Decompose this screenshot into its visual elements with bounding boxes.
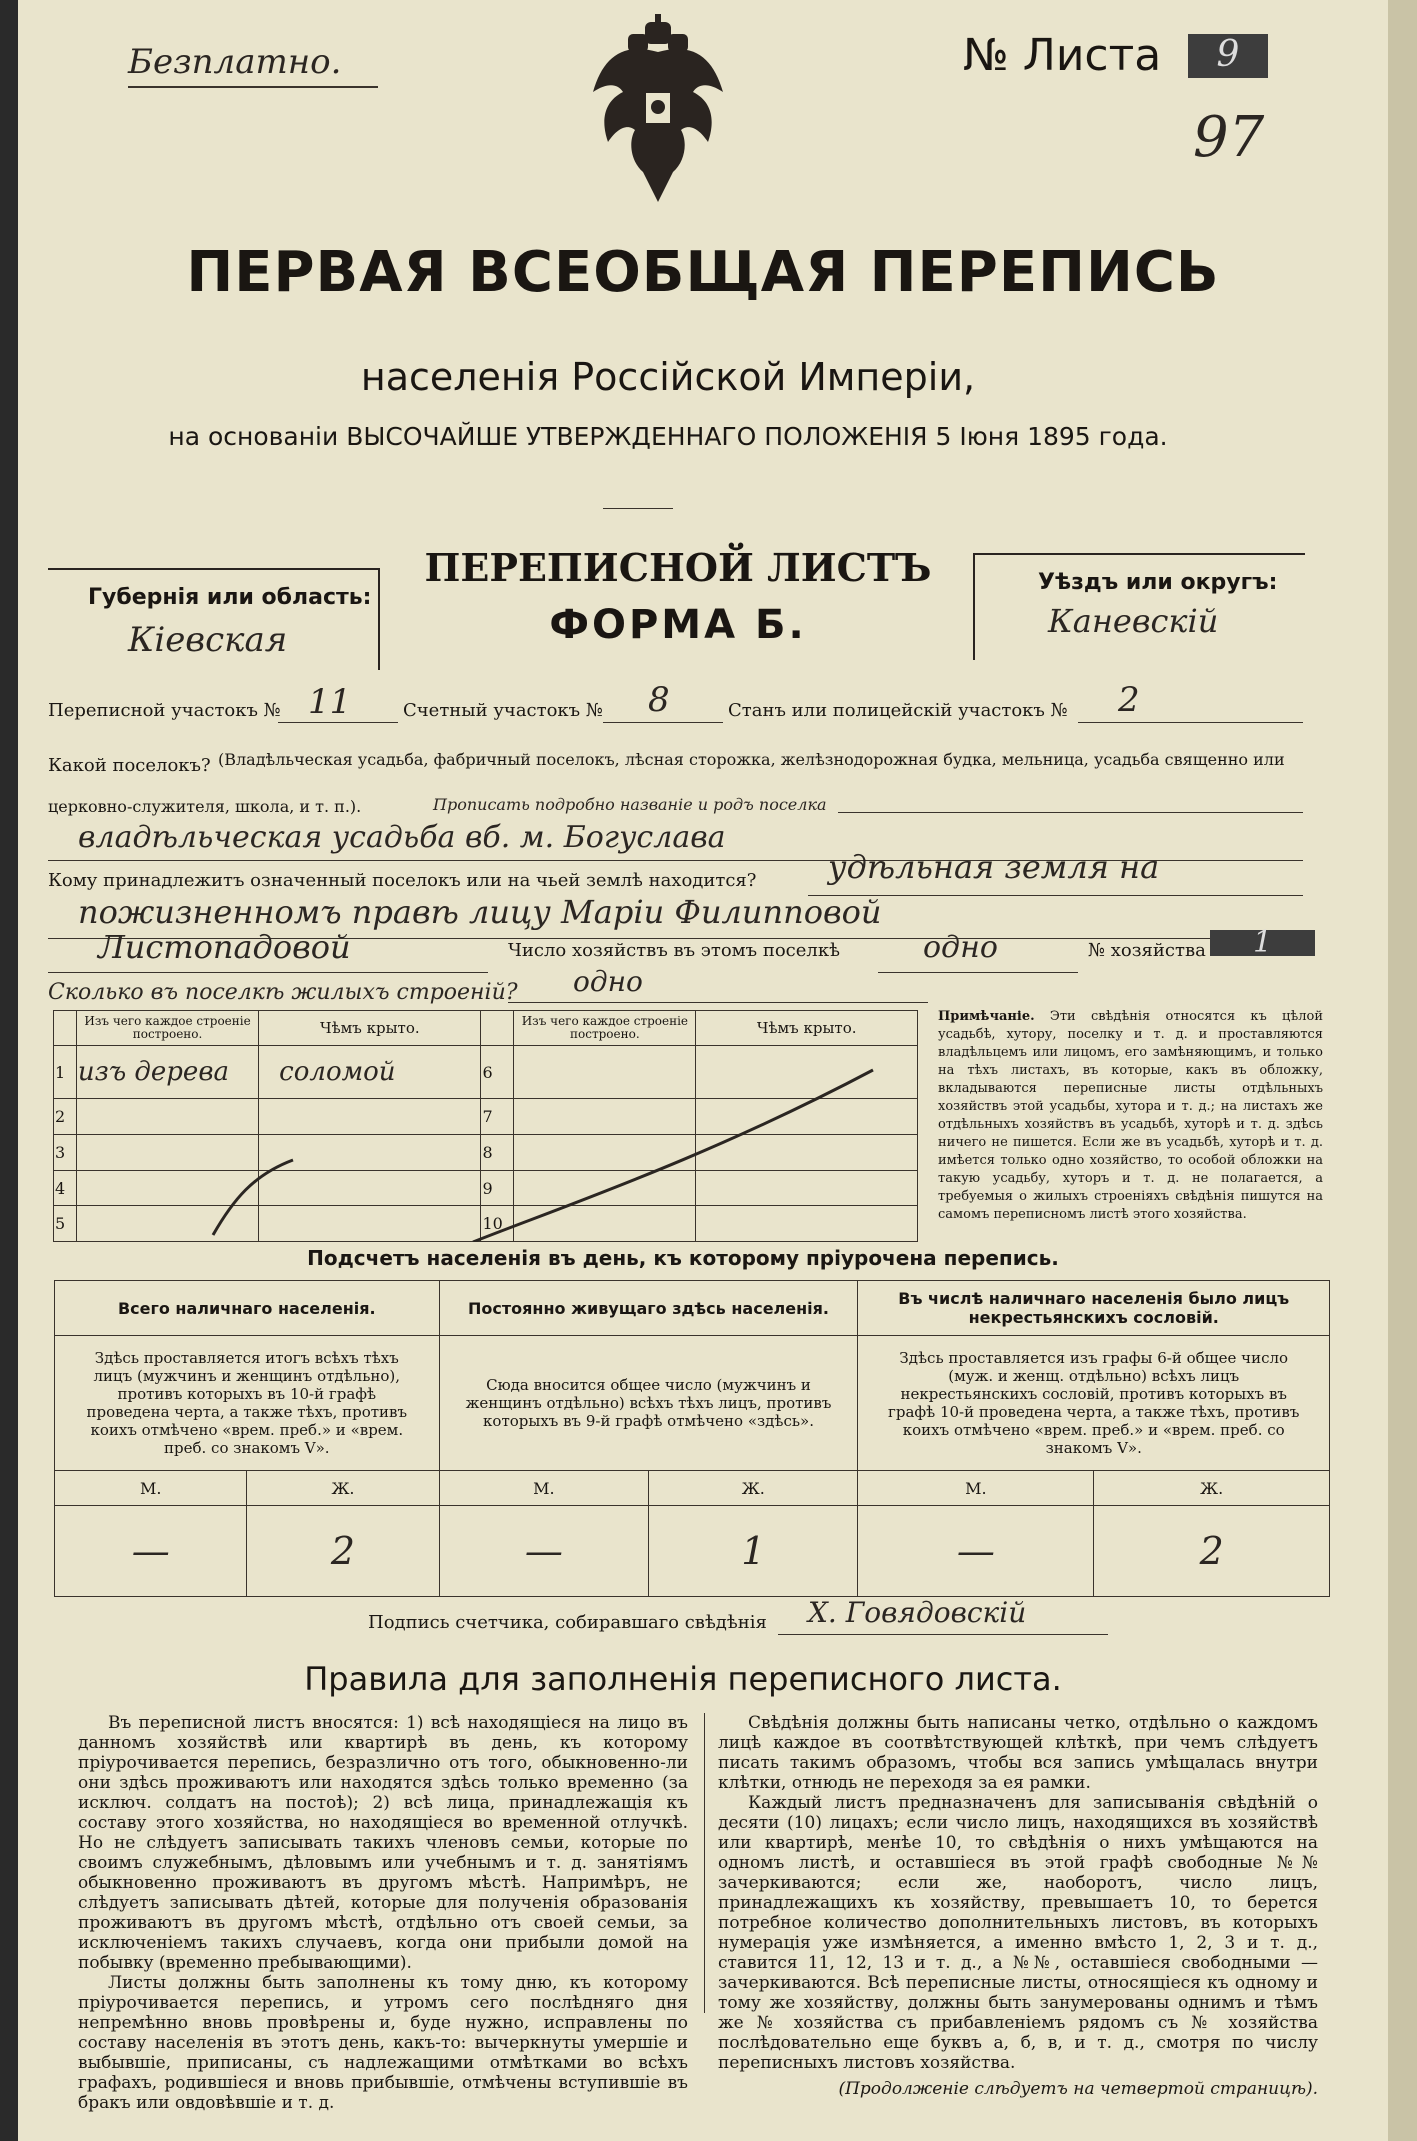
resident-male: — [439,1506,649,1597]
m-label: М. [55,1471,247,1506]
district-label: Уѣздъ или округъ: [1038,570,1278,595]
rules-right-p2: Каждый листъ предназначенъ для записыванія свѣдѣній о десяти (10) лицахъ; если число лицъ, находящихся въ хозяйствѣ или квартирѣ, менѣе 10, то свѣдѣнія о нихъ умѣщаются на одномъ листѣ, и оставшіеся въ этой графѣ свободные №№ зачеркиваются; если же, наоборотъ, число лицъ, принадлежащихъ къ хозяйству, превышаетъ 10, то берется потребное количество дополнительныхъ листовъ, въ которыхъ нумерація уже измѣняется, а именно вмѣсто 1, 2, 3 и т. д., ставится 11, 12, 13 и т. д., а №№, оставшіеся свободными — зачеркиваются. Всѣ переписные листы, относящіеся къ одному и тому же хозяйству, должны быть занумерованы однимъ и тѣмъ же № хозяйства съ прибавленіемъ рядомъ съ № хозяйства послѣдовательно еще буквъ а, б, в, и т. д., смотря по числу переписныхъ листовъ хозяйства. [718,1793,1318,2073]
f-label: Ж. [1094,1471,1330,1506]
rules-right-column [718,1713,1318,2099]
f-label: Ж. [247,1471,439,1506]
m-label: М. [858,1471,1094,1506]
sheet-number-value: 9 [1188,34,1268,78]
households-value: одно [923,930,998,965]
owner-underline-3 [48,972,488,973]
police-area-underline [1078,722,1303,723]
buildings-value: одно [573,965,643,998]
owner-value-3: Листопадовой [98,928,351,966]
imperial-eagle-icon [583,12,733,212]
note-block [938,1008,1323,1224]
row-number: 5 [54,1206,77,1242]
settlement-instruction: Прописать подробно названіе и родъ поселка [433,795,827,814]
rules-continued: (Продолженіе слѣдуетъ на четвертой страницѣ). [838,2079,1318,2099]
rules-left-p2: Листы должны быть заполнены къ тому дню, къ которому пріурочивается перепись, и утромъ сего послѣдняго дня непремѣнно вновь провѣрены и, буде нужно, исправлены по составу населенія въ этотъ день, какъ-то: вычеркнуты умершіе и выбывшіе, приписаны, съ надлежащими отмѣтками во всѣхъ графахъ, родившіеся и вновь прибывшіе, отмѣчены вступившіе въ бракъ или овдовѣвшіе и т. д. [78,1973,688,2113]
household-number-label: № хозяйства [1088,940,1206,961]
nonpeasant-male: — [858,1506,1094,1597]
population-table [54,1280,1330,1597]
police-area-label: Станъ или полицейскій участокъ № [728,700,1068,721]
rules-divider [704,1713,705,2013]
col3-title: Въ числѣ наличнаго населенія было лицъ некрестьянскихъ сословій. [858,1281,1330,1336]
note-title: Примѣчаніе. [938,1009,1035,1024]
rules-title: Правила для заполненія переписного листа. [304,1660,1062,1698]
rules-left-p1: Въ переписной листъ вносятся: 1) всѣ находящіеся на лицо въ данномъ хозяйствѣ или квартирѣ въ день, къ которому пріурочивается перепись, безразлично отъ того, обыкновенно-ли они здѣсь проживаютъ или находятся здѣсь только временно (за исключ. солдатъ на постоѣ); 2) всѣ лица, принадлежащія къ составу этого хозяйства, но находящіеся во временной отлучкѣ. Но не слѣдуетъ записывать такихъ членовъ семьи, которые по своимъ служебнымъ, дѣловымъ или учебнымъ и т. д. занятіямъ обыкновенно проживаютъ въ другомъ мѣстѣ. Напримѣръ, не слѣдуетъ записывать дѣтей, которые для полученія образованія проживаютъ въ другомъ мѣстѣ, отдѣльно отъ своей семьи, за исключеніемъ такихъ случаевъ, когда они прибыли домой на побывку (временно пребывающими). [78,1713,688,1973]
col-roof-header: Чѣмъ крыто. [259,1011,481,1046]
settlement-hint-2: церковно-служителя, школа, и т. п.). [48,797,362,816]
census-sheet [18,0,1388,2141]
row-number: 3 [54,1135,77,1171]
sheet-number-extra: 97 [1193,105,1265,170]
row-number: 8 [481,1135,514,1171]
census-area-label: Переписной участокъ № [48,700,281,721]
form-title: ПЕРЕПИСНОЙ ЛИСТЪ [424,545,932,590]
owner-value-2: пожизненномъ правѣ лицу Маріи Филипповой [78,893,882,931]
basis-line: на основаніи ВЫСОЧАЙШЕ УТВЕРЖДЕННАГО ПОЛОЖЕНІЯ 5 Іюня 1895 года. [168,422,1168,451]
row-number: 4 [54,1170,77,1206]
district-value: Каневскій [1048,602,1219,640]
page-subtitle: населенія Россійской Имперіи, [360,355,976,399]
free-label: Безплатно. [128,42,342,82]
row-number: 7 [481,1099,514,1135]
settlement-underline-1 [838,812,1303,813]
col-roof-header-2: Чѣмъ крыто. [696,1011,918,1046]
rules-right-p1: Свѣдѣнія должны быть написаны четко, отдѣльно о каждомъ лицѣ каждое въ соотвѣтствующей клѣткѣ, при чемъ слѣдуетъ писать такимъ образомъ, чтобы вся запись умѣщалась внутри клѣтки, отнюдь не переходя за ея рамки. [718,1713,1318,1793]
police-area-value: 2 [1118,680,1140,720]
page-edge-strip [1388,0,1417,2141]
rules-left-column [78,1713,688,2113]
resident-female: 1 [649,1506,858,1597]
settlement-label: Какой поселокъ? [48,755,211,776]
settlement-value: владѣльческая усадьба вб. м. Богуслава [78,820,726,855]
col2-title: Постоянно живущаго здѣсь населенія. [439,1281,858,1336]
owner-label: Кому принадлежитъ означенный поселокъ или на чьей землѣ находится? [48,870,757,891]
households-underline [878,972,1078,973]
census-area-value: 11 [308,682,352,722]
signature-label: Подпись счетчика, собиравшаго свѣдѣнія [368,1612,767,1633]
population-heading: Подсчетъ населенія въ день, къ которому пріурочена перепись. [307,1246,1059,1270]
households-label: Число хозяйствъ въ этомъ поселкѣ [508,940,840,961]
count-area-underline [603,722,723,723]
row-number: 6 [481,1046,514,1099]
row1-roof: соломой [259,1046,481,1099]
row1-material: изъ дерева [76,1046,258,1099]
total-male: — [55,1506,247,1597]
divider [603,508,673,509]
count-area-value: 8 [648,680,670,720]
household-number-value: 1 [1210,930,1315,956]
row-number: 10 [481,1206,514,1242]
note-text: Эти свѣдѣнія относятся къ цѣлой усадьбѣ, хутору, поселку и т. д. и проставляются владѣльцемъ или лицомъ, его замѣняющимъ, и только на тѣхъ листахъ, въ которые, какъ въ обложку, вкладываются переписные листы отдѣльныхъ хозяйствъ этой усадьбы, хутора и т. д.; на листахъ же отдѣльныхъ хозяйствъ въ усадьбѣ, хуторѣ и т. д. здѣсь ничего не пишется. Если же въ усадьбѣ, хуторѣ и т. д. имѣется только одно хозяйство, то особой обложки на такую усадьбу, хуторъ и т. д. не полагается, а требуемыя о жилыхъ строеніяхъ свѣдѣнія пишутся на самомъ переписномъ листѣ этого хозяйства. [938,1009,1323,1222]
settlement-hint: (Владѣльческая усадьба, фабричный поселокъ, лѣсная сторожка, желѣзнодорожная будка, мельница, усадьба священно или [218,750,1285,769]
nonpeasant-female: 2 [1094,1506,1330,1597]
f-label: Ж. [649,1471,858,1506]
col1-title: Всего наличнаго населенія. [55,1281,440,1336]
row-number: 2 [54,1099,77,1135]
free-underline [128,86,378,88]
col2-text: Сюда вносится общее число (мужчинъ и женщинъ отдѣльно) всѣхъ тѣхъ лицъ, противъ которыхъ въ 9-й графѣ отмѣчено «здѣсь». [439,1336,858,1471]
col-material-header: Изъ чего каждое строеніе построено. [76,1011,258,1046]
strikeout-marks [53,1010,918,1242]
total-female: 2 [247,1506,439,1597]
row-number: 1 [54,1046,77,1099]
col1-text: Здѣсь проставляется итогъ всѣхъ тѣхъ лицъ (мужчинъ и женщинъ отдѣльно), противъ которыхъ въ 10-й графѣ проведена черта, а также тѣхъ, противъ коихъ отмѣчено «врем. преб.» и «врем. преб. со знакомъ V». [55,1336,440,1471]
census-area-underline [278,722,398,723]
sheet-number-label: № Листа [963,30,1162,81]
page-title: ПЕРВАЯ ВСЕОБЩАЯ ПЕРЕПИСЬ [186,240,1220,305]
province-label: Губернія или область: [88,585,372,610]
form-type: ФОРМА Б. [549,602,807,648]
owner-underline-1 [808,895,1303,896]
signature-value: Х. Говядовскій [808,1596,1027,1629]
buildings-label: Сколько въ поселкѣ жилыхъ строеній? [48,980,518,1005]
count-area-label: Счетный участокъ № [403,700,603,721]
province-value: Кіевская [128,620,288,660]
col3-text: Здѣсь проставляется изъ графы 6-й общее число (муж. и женщ. отдѣльно) всѣхъ лицъ некрестьянскихъ сословій, противъ которыхъ въ графѣ 10-й проведена черта, а также тѣхъ, противъ коихъ отмѣчено «врем. преб.» и «врем. преб. со знакомъ V». [858,1336,1330,1471]
row-number: 9 [481,1170,514,1206]
buildings-underline [508,1002,928,1003]
owner-value-1: удѣльная земля на [828,848,1160,886]
col-material-header-2: Изъ чего каждое строеніе построено. [514,1011,696,1046]
m-label: М. [439,1471,649,1506]
signature-underline [778,1634,1108,1635]
